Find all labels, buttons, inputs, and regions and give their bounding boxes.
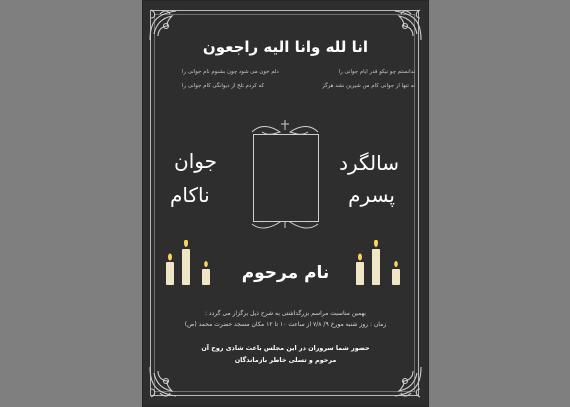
- deceased-name: نام مرحوم: [241, 263, 330, 283]
- ceremony-line2: زمان : روز شنبه مورخ ۹/ ۷/۸ از ساعت ۱۰ تا ۱۲ مکان مسجد حضرت محمد (ص): [184, 321, 387, 328]
- heading-left-line1: جوان: [174, 149, 217, 173]
- poem-line: نه تنها از جوانی کام من شیرین نشد هرگز: [322, 83, 415, 89]
- closing-line2: مرحوم و تسلی خاطر بازماندگان: [234, 356, 337, 364]
- poem-line: که کردم تلخ از دیوانگی کام جوانی را: [182, 83, 265, 89]
- closing-line1: حضور شما سروران در این مجلس باعث شادی روح آن: [201, 344, 370, 352]
- photo-frame: [222, 120, 349, 232]
- corner-ornament-icon: [146, 363, 184, 401]
- heading-left-line2: ناکام: [170, 183, 210, 207]
- memorial-card: [142, 0, 429, 407]
- corner-ornament-icon: [387, 363, 425, 401]
- card-title: انا لله وانا الیه راجعون: [202, 38, 369, 56]
- poem-line: ندانستم چو نیکو قدر ایام جوانی را: [338, 69, 415, 75]
- heading-right-line2: پسرم: [348, 183, 395, 207]
- photo-placeholder: [253, 134, 319, 222]
- ceremony-line1: بهمین مناسبت مراسم بزرگداشتی به شرح ذیل برگزار می گردد :: [205, 310, 366, 317]
- heading-right-line1: سالگرد: [339, 151, 399, 175]
- poem-line: دلم خون می شود چون بشنوم نام جوانی را: [182, 69, 279, 75]
